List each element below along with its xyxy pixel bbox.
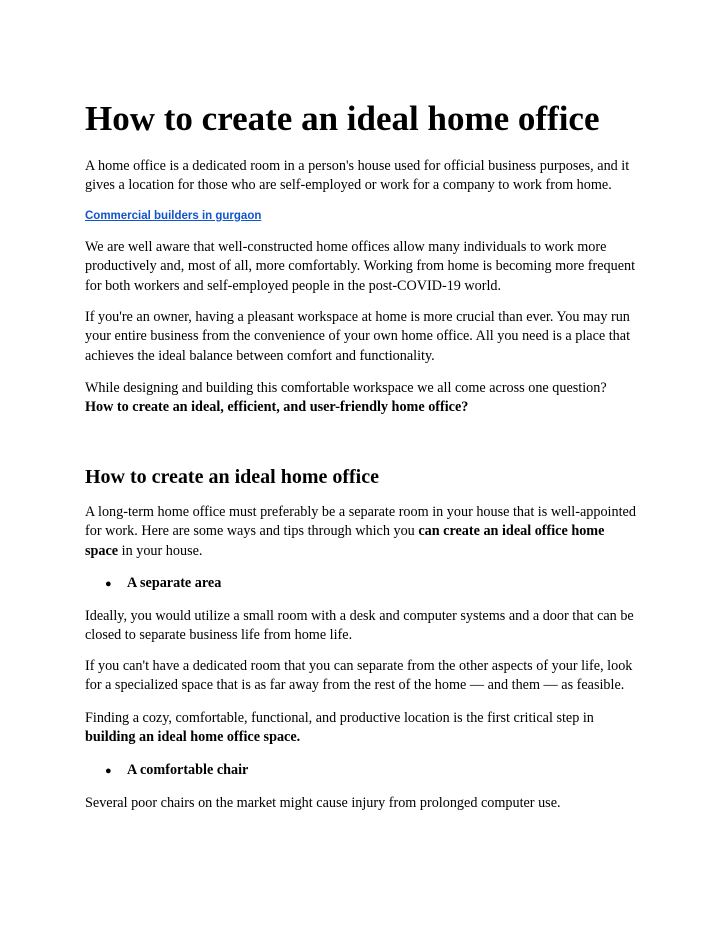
long-term-bold-text: can create an ideal office home space — [85, 523, 605, 559]
paragraph-owner: If you're an owner, having a pleasant workspace at home is more crucial than ever. You may run your entire business from the convenience of your own home office. All you need is a place that achieves the ideal balance between comfort and functionality. — [85, 309, 631, 364]
paragraph-well-constructed: We are well aware that well-constructed home offices allow many individuals to work more productively and, most of all, more comfortably. Working from home is becoming more frequent for both workers and self-employed people in the post-COVID-19 world. — [85, 239, 636, 294]
question-bold-text: How to create an ideal, efficient, and user-friendly home office? — [85, 399, 469, 416]
bullet-item-separate-area — [105, 574, 221, 594]
paragraph-small-room: Ideally, you would utilize a small room with a desk and computer systems and a door that can be closed to separate business life from home life. — [85, 608, 634, 644]
long-term-text-after: in your house. — [118, 542, 203, 559]
question-intro-text: While designing and building this comfortable workspace we all come across one question? — [85, 380, 607, 396]
commercial-builders-link[interactable]: Commercial builders in gurgaon — [85, 210, 262, 222]
bullet-label: A separate area — [127, 575, 222, 591]
cozy-location-text: Finding a cozy, comfortable, functional, and productive location is the first critical step in — [85, 710, 594, 726]
cozy-location-bold-text: building an ideal home office space. — [85, 729, 301, 746]
bullet-item-comfortable-chair — [105, 761, 248, 781]
section-heading: How to create an ideal home office — [85, 466, 379, 488]
paragraph-cozy-location — [85, 709, 640, 748]
long-term-text: A long-term home office must preferably be a separate room in your house that is well-appointed for work. Here are some ways and tips through which you — [85, 504, 636, 540]
paragraph-dedicated-room: If you can't have a dedicated room that you can separate from the other aspects of your life, look for a specialized space that is as far away from the rest of the home — and them — as feasible. — [85, 658, 633, 694]
intro-paragraph: A home office is a dedicated room in a person's house used for official business purposes, and it gives a location for those who are self-employed or work for a company to work from home. — [85, 158, 630, 194]
paragraph-poor-chairs: Several poor chairs on the market might cause injury from prolonged computer use. — [85, 795, 561, 811]
paragraph-long-term — [85, 503, 640, 561]
page-title: How to create an ideal home office — [85, 99, 600, 138]
bullet-dot-icon: ● — [105, 578, 112, 590]
bullet-label: A comfortable chair — [127, 762, 249, 778]
bullet-dot-icon: ● — [105, 765, 112, 777]
paragraph-question — [85, 379, 640, 418]
